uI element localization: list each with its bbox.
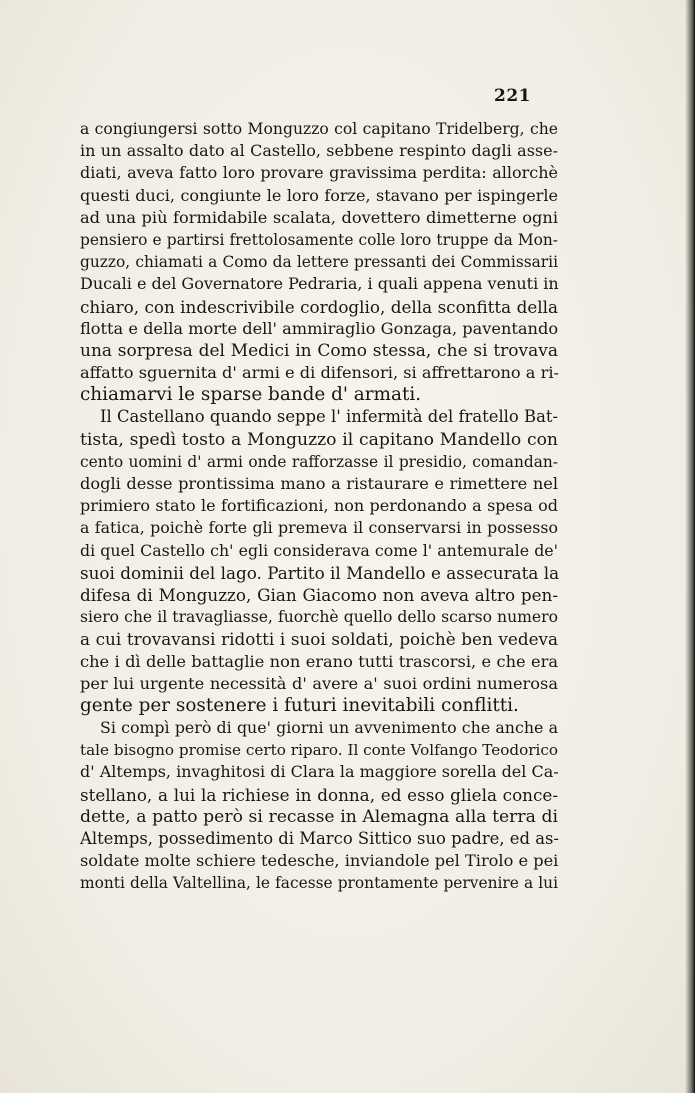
body-text <box>80 118 558 895</box>
text-line: difesa di Monguzzo, Gian Giacomo non aveva altro pen- <box>80 584 558 605</box>
text-line: dette, a patto però si recasse in Alemagna alla terra di <box>80 806 558 827</box>
text-line: Si compì però di que' giorni un avvenimento che anche a <box>100 718 558 738</box>
text-line: Il Castellano quando seppe l' infermità del fratello Bat- <box>100 407 558 427</box>
text-line: questi duci, congiunte le loro forze, stavano per ispingerle <box>80 185 558 205</box>
text-line: suoi dominii del lago. Partito il Mandello e assecurata la <box>80 562 560 583</box>
text-line: soldate molte schiere tedesche, inviandole pel Tirolo e pei <box>80 851 559 871</box>
text-line: cento uomini d' armi onde rafforzasse il presidio, comandan- <box>80 452 558 471</box>
text-line: chiamarvi le sparse bande d' armati. <box>80 384 422 406</box>
text-line: d' Altemps, invaghitosi di Clara la maggiore sorella del Ca- <box>80 762 559 782</box>
text-line: tale bisogno promise certo riparo. Il conte Volfango Teodorico <box>80 741 558 760</box>
text-line: a fatica, poichè forte gli premeva il conservarsi in possesso <box>80 518 558 538</box>
text-line: che i dì delle battaglie non erano tutti trascorsi, e che era <box>80 651 558 671</box>
text-line: Altemps, possedimento di Marco Sittico suo padre, ed as- <box>80 829 559 848</box>
text-line: ad una più formidabile scalata, dovettero dimetterne ogni <box>80 207 558 227</box>
text-line: a cui trovavansi ridotti i suoi soldati, poichè ben vedeva <box>80 629 558 650</box>
text-line: monti della Valtellina, le facesse prontamente pervenire a lui <box>80 874 558 893</box>
text-line: tista, spedì tosto a Monguzzo il capitano Mandello con <box>80 429 558 450</box>
text-line: flotta e della morte dell' ammiraglio Gonzaga, paventando <box>80 318 559 338</box>
text-line: diati, aveva fatto loro provare gravissima perdita: allorchè <box>80 163 558 183</box>
text-line: stellano, a lui la richiese in donna, ed esso gliela conce- <box>80 784 558 805</box>
text-line: dogli desse prontissima mano a ristaurare e rimettere nel <box>80 474 558 493</box>
page-number: 221 <box>494 86 531 106</box>
text-line: primiero stato le fortificazioni, non perdonando a spesa od <box>80 496 558 516</box>
page-edge-shadow <box>685 0 695 1093</box>
text-line: per lui urgente necessità d' avere a' suoi ordini numerosa <box>80 673 558 693</box>
text-line: una sorpresa del Medici in Como stessa, che si trovava <box>80 340 558 361</box>
text-line: in un assalto dato al Castello, sebbene respinto dagli asse- <box>80 141 558 161</box>
text-line: pensiero e partirsi frettolosamente colle loro truppe da Mon- <box>80 230 558 249</box>
text-line: gente per sostenere i futuri inevitabili conflitti. <box>80 694 519 716</box>
text-line: siero che il travagliasse, fuorchè quello dello scarso numero <box>80 608 558 627</box>
text-line: chiaro, con indescrivibile cordoglio, della sconfitta della <box>80 296 558 317</box>
text-line: guzzo, chiamati a Como da lettere pressanti dei Commissarii <box>80 253 558 272</box>
text-line: a congiungersi sotto Monguzzo col capitano Tridelberg, che <box>80 120 558 138</box>
text-line: di quel Castello ch' egli considerava come l' antemurale de' <box>80 540 558 560</box>
text-line: affatto sguernita d' armi e di difensori, si affrettarono a ri- <box>80 363 559 383</box>
text-line: Ducali e del Governatore Pedraria, i quali appena venuti in <box>80 274 559 294</box>
